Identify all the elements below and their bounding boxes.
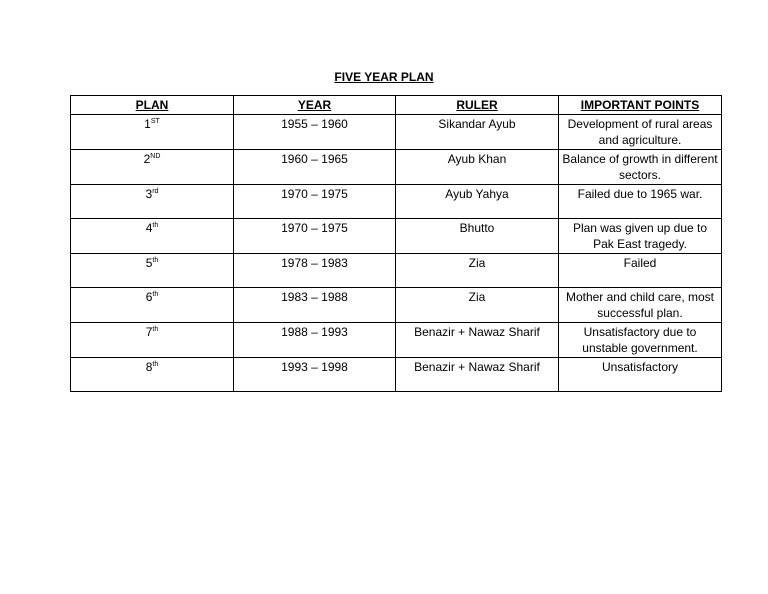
table-row bbox=[71, 150, 722, 185]
ruler-cell: Zia bbox=[396, 254, 559, 288]
year-cell: 1983 – 1988 bbox=[234, 288, 396, 323]
plan-ordinal-suffix: rd bbox=[152, 188, 159, 195]
table-row bbox=[71, 358, 722, 392]
plan-cell bbox=[71, 323, 234, 358]
plan-number: 2 bbox=[143, 152, 151, 166]
plan-cell bbox=[71, 150, 234, 185]
points-cell: Development of rural areas and agriculture. bbox=[559, 115, 722, 150]
ruler-cell: Ayub Khan bbox=[396, 150, 559, 185]
plan-number: 5 bbox=[145, 256, 153, 270]
points-cell: Unsatisfactory due to unstable government. bbox=[559, 323, 722, 358]
plan-ordinal-suffix: th bbox=[152, 326, 159, 333]
points-cell: Failed due to 1965 war. bbox=[559, 185, 722, 219]
points-cell: Plan was given up due to Pak East tragedy. bbox=[559, 219, 722, 254]
year-cell: 1978 – 1983 bbox=[234, 254, 396, 288]
ruler-cell: Zia bbox=[396, 288, 559, 323]
plan-ordinal-suffix: th bbox=[152, 257, 159, 264]
column-header-year: YEAR bbox=[234, 96, 396, 115]
ruler-cell: Benazir + Nawaz Sharif bbox=[396, 323, 559, 358]
points-cell: Balance of growth in different sectors. bbox=[559, 150, 722, 185]
plan-cell bbox=[71, 185, 234, 219]
column-header-plan: PLAN bbox=[71, 96, 234, 115]
year-cell: 1993 – 1998 bbox=[234, 358, 396, 392]
table-row bbox=[71, 254, 722, 288]
year-cell: 1955 – 1960 bbox=[234, 115, 396, 150]
column-header-important-points: IMPORTANT POINTS bbox=[559, 96, 722, 115]
plan-number: 1 bbox=[144, 117, 151, 131]
points-cell: Unsatisfactory bbox=[559, 358, 722, 392]
ruler-cell: Benazir + Nawaz Sharif bbox=[396, 358, 559, 392]
plan-cell bbox=[71, 254, 234, 288]
plan-ordinal-suffix: th bbox=[152, 361, 159, 368]
plan-number: 4 bbox=[145, 221, 153, 235]
table-row bbox=[71, 115, 722, 150]
table-row bbox=[71, 219, 722, 254]
plan-ordinal-suffix: ND bbox=[150, 153, 161, 160]
page-title: FIVE YEAR PLAN bbox=[334, 70, 434, 84]
five-year-plan-table bbox=[70, 95, 722, 392]
ruler-cell: Ayub Yahya bbox=[396, 185, 559, 219]
plan-number: 3 bbox=[145, 187, 153, 201]
points-cell: Failed bbox=[559, 254, 722, 288]
plan-ordinal-suffix: th bbox=[152, 291, 159, 298]
table-row bbox=[71, 288, 722, 323]
table-row bbox=[71, 323, 722, 358]
points-cell: Mother and child care, most successful plan. bbox=[559, 288, 722, 323]
column-header-ruler: RULER bbox=[396, 96, 559, 115]
ruler-cell: Sikandar Ayub bbox=[396, 115, 559, 150]
plan-cell bbox=[71, 288, 234, 323]
table-row bbox=[71, 185, 722, 219]
plan-number: 6 bbox=[145, 290, 153, 304]
plan-cell bbox=[71, 219, 234, 254]
year-cell: 1988 – 1993 bbox=[234, 323, 396, 358]
plan-ordinal-suffix: th bbox=[152, 222, 159, 229]
year-cell: 1970 – 1975 bbox=[234, 219, 396, 254]
plan-cell bbox=[71, 115, 234, 150]
plan-number: 7 bbox=[145, 325, 153, 339]
table-header-row bbox=[71, 96, 722, 115]
plan-ordinal-suffix: ST bbox=[150, 118, 160, 125]
plan-cell bbox=[71, 358, 234, 392]
year-cell: 1960 – 1965 bbox=[234, 150, 396, 185]
plan-number: 8 bbox=[145, 360, 153, 374]
ruler-cell: Bhutto bbox=[396, 219, 559, 254]
year-cell: 1970 – 1975 bbox=[234, 185, 396, 219]
